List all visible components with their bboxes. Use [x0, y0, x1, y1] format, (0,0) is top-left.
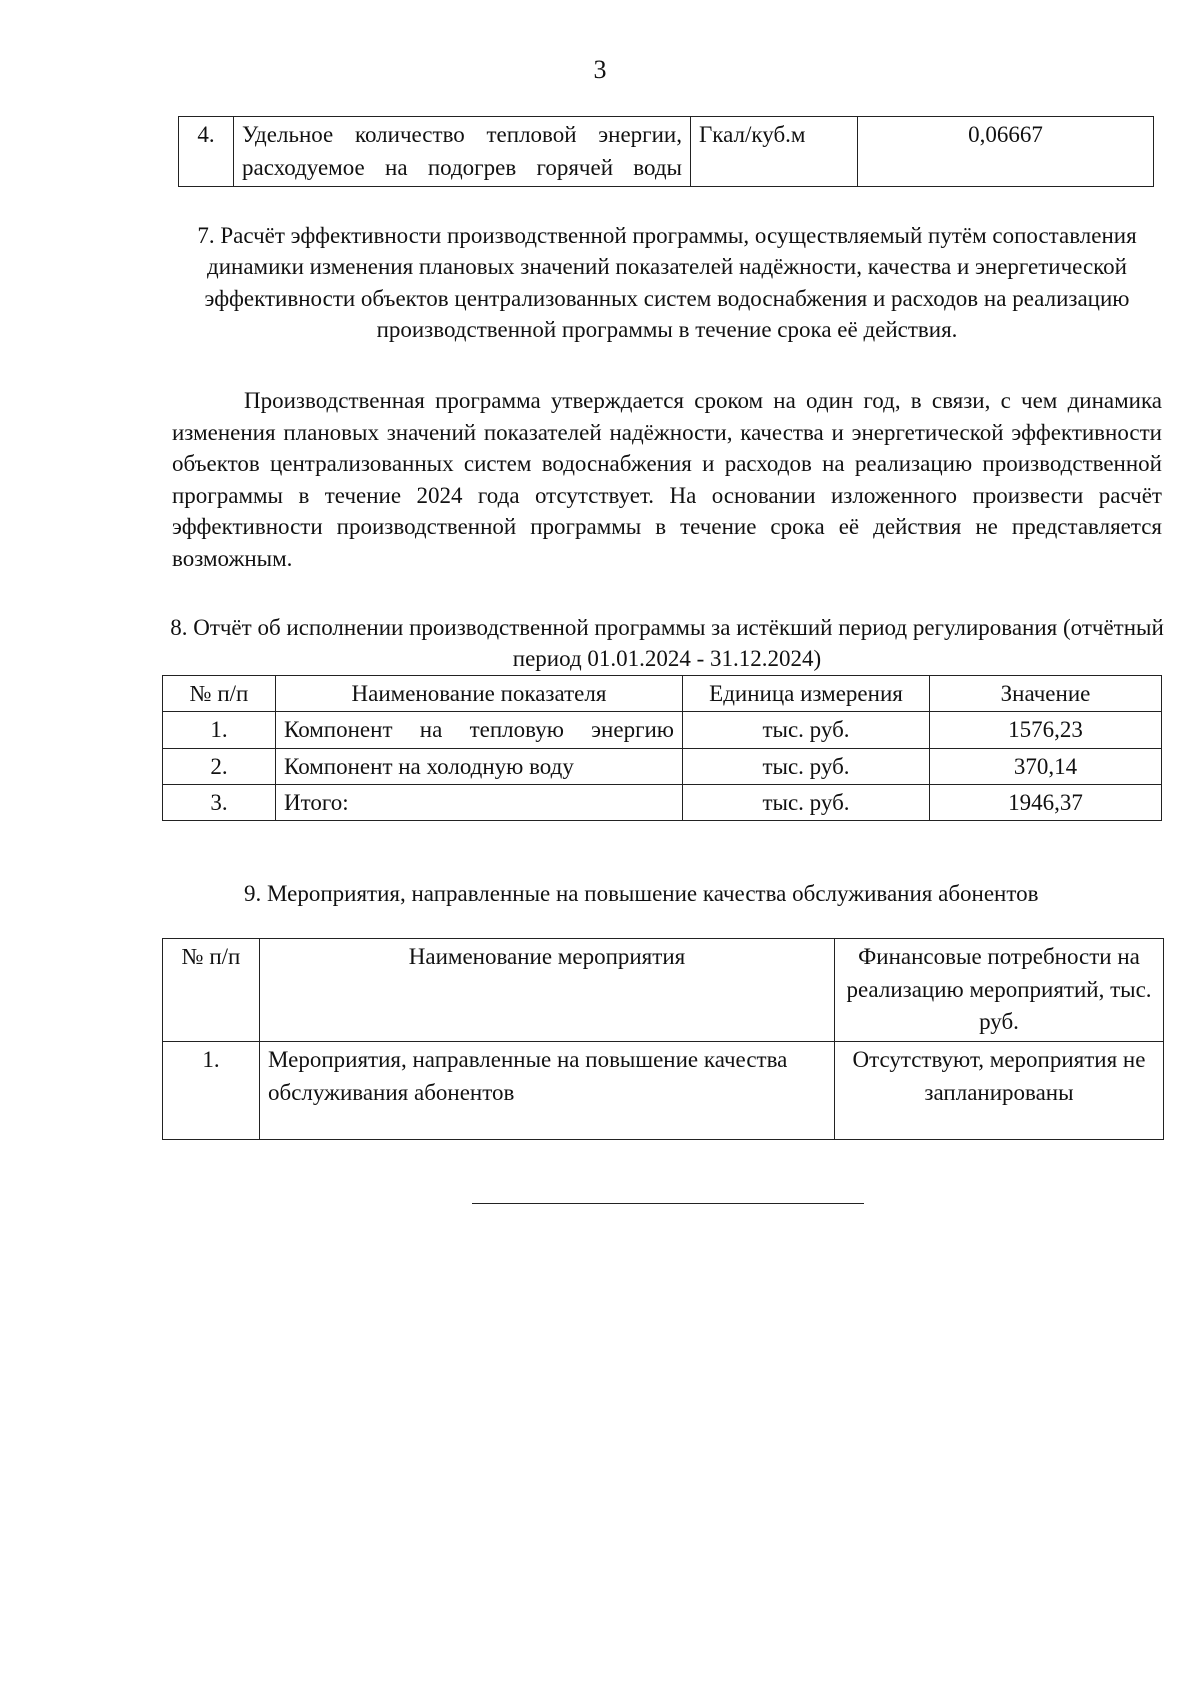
unit: тыс. руб.: [683, 784, 930, 820]
section-7-text: Производственная программа утверждается сроком на один год, в связи, с чем динамика изменения плановых значений показателей надёжности, качества и энергетической эффективности объектов централизованных систем водоснабжения и расходов на реализацию производственной программы в течение 2024 года отсутствует. На основании изложенного произвести расчёт эффективности производственной программы в течение срока её действия не представляется возможным.: [172, 388, 1162, 571]
indicator-name: Удельное количество тепловой энергии, расходуемое на подогрев горячей воды: [234, 117, 691, 187]
unit: тыс. руб.: [683, 748, 930, 784]
header-finance: Финансовые потребности на реализацию мероприятий, тыс. руб.: [835, 939, 1164, 1042]
table-row: [163, 784, 1162, 820]
row-number: 2.: [163, 748, 276, 784]
value: 0,06667: [858, 117, 1154, 187]
header-unit: Единица измерения: [683, 676, 930, 712]
row-number: 1.: [163, 1041, 260, 1139]
measures-table: [162, 938, 1164, 1140]
row-number: 1.: [163, 712, 276, 748]
indicator-name: Итого:: [276, 784, 683, 820]
table-row: [163, 712, 1162, 748]
header-num: № п/п: [163, 939, 260, 1042]
measure-name: Мероприятия, направленные на повышение качества обслуживания абонентов: [260, 1041, 835, 1139]
indicator-name: Компонент на холодную воду: [276, 748, 683, 784]
section-9-heading: [172, 878, 1162, 910]
value: 370,14: [930, 748, 1162, 784]
row-number: 4.: [179, 117, 234, 187]
indicator-table-continued: [178, 116, 1154, 187]
table-header-row: [163, 676, 1162, 712]
table-row: [179, 117, 1154, 187]
value: 1946,37: [930, 784, 1162, 820]
page-number: 3: [593, 55, 607, 84]
closing-rule: [472, 1203, 864, 1204]
header-name: Наименование показателя: [276, 676, 683, 712]
table-header-row: [163, 939, 1164, 1042]
row-number: 3.: [163, 784, 276, 820]
measure-finance: Отсутствуют, мероприятия не запланированы: [835, 1041, 1164, 1139]
table-row: [163, 748, 1162, 784]
value: 1576,23: [930, 712, 1162, 748]
report-table: [162, 675, 1162, 821]
header-value: Значение: [930, 676, 1162, 712]
unit: Гкал/куб.м: [691, 117, 858, 187]
section-9-text: 9. Мероприятия, направленные на повышение качества обслуживания абонентов: [244, 881, 1039, 906]
header-name: Наименование мероприятия: [260, 939, 835, 1042]
header-num: № п/п: [163, 676, 276, 712]
section-8-heading: 8. Отчёт об исполнении производственной программы за истёкший период регулирования (отчётный период 01.01.2024 - 31.12.2024): [170, 615, 1164, 672]
section-7-paragraph: [172, 385, 1162, 574]
indicator-name: Компонент на тепловую энергию: [276, 712, 683, 748]
section-7-heading: 7. Расчёт эффективности производственной программы, осуществляемый путём сопоставления динамики изменения плановых значений показателей надёжности, качества и энергетической эффективности объектов централизованных систем водоснабжения и расходов на реализацию производственной программы в течение срока её действия.: [197, 223, 1137, 342]
unit: тыс. руб.: [683, 712, 930, 748]
table-row: [163, 1041, 1164, 1139]
